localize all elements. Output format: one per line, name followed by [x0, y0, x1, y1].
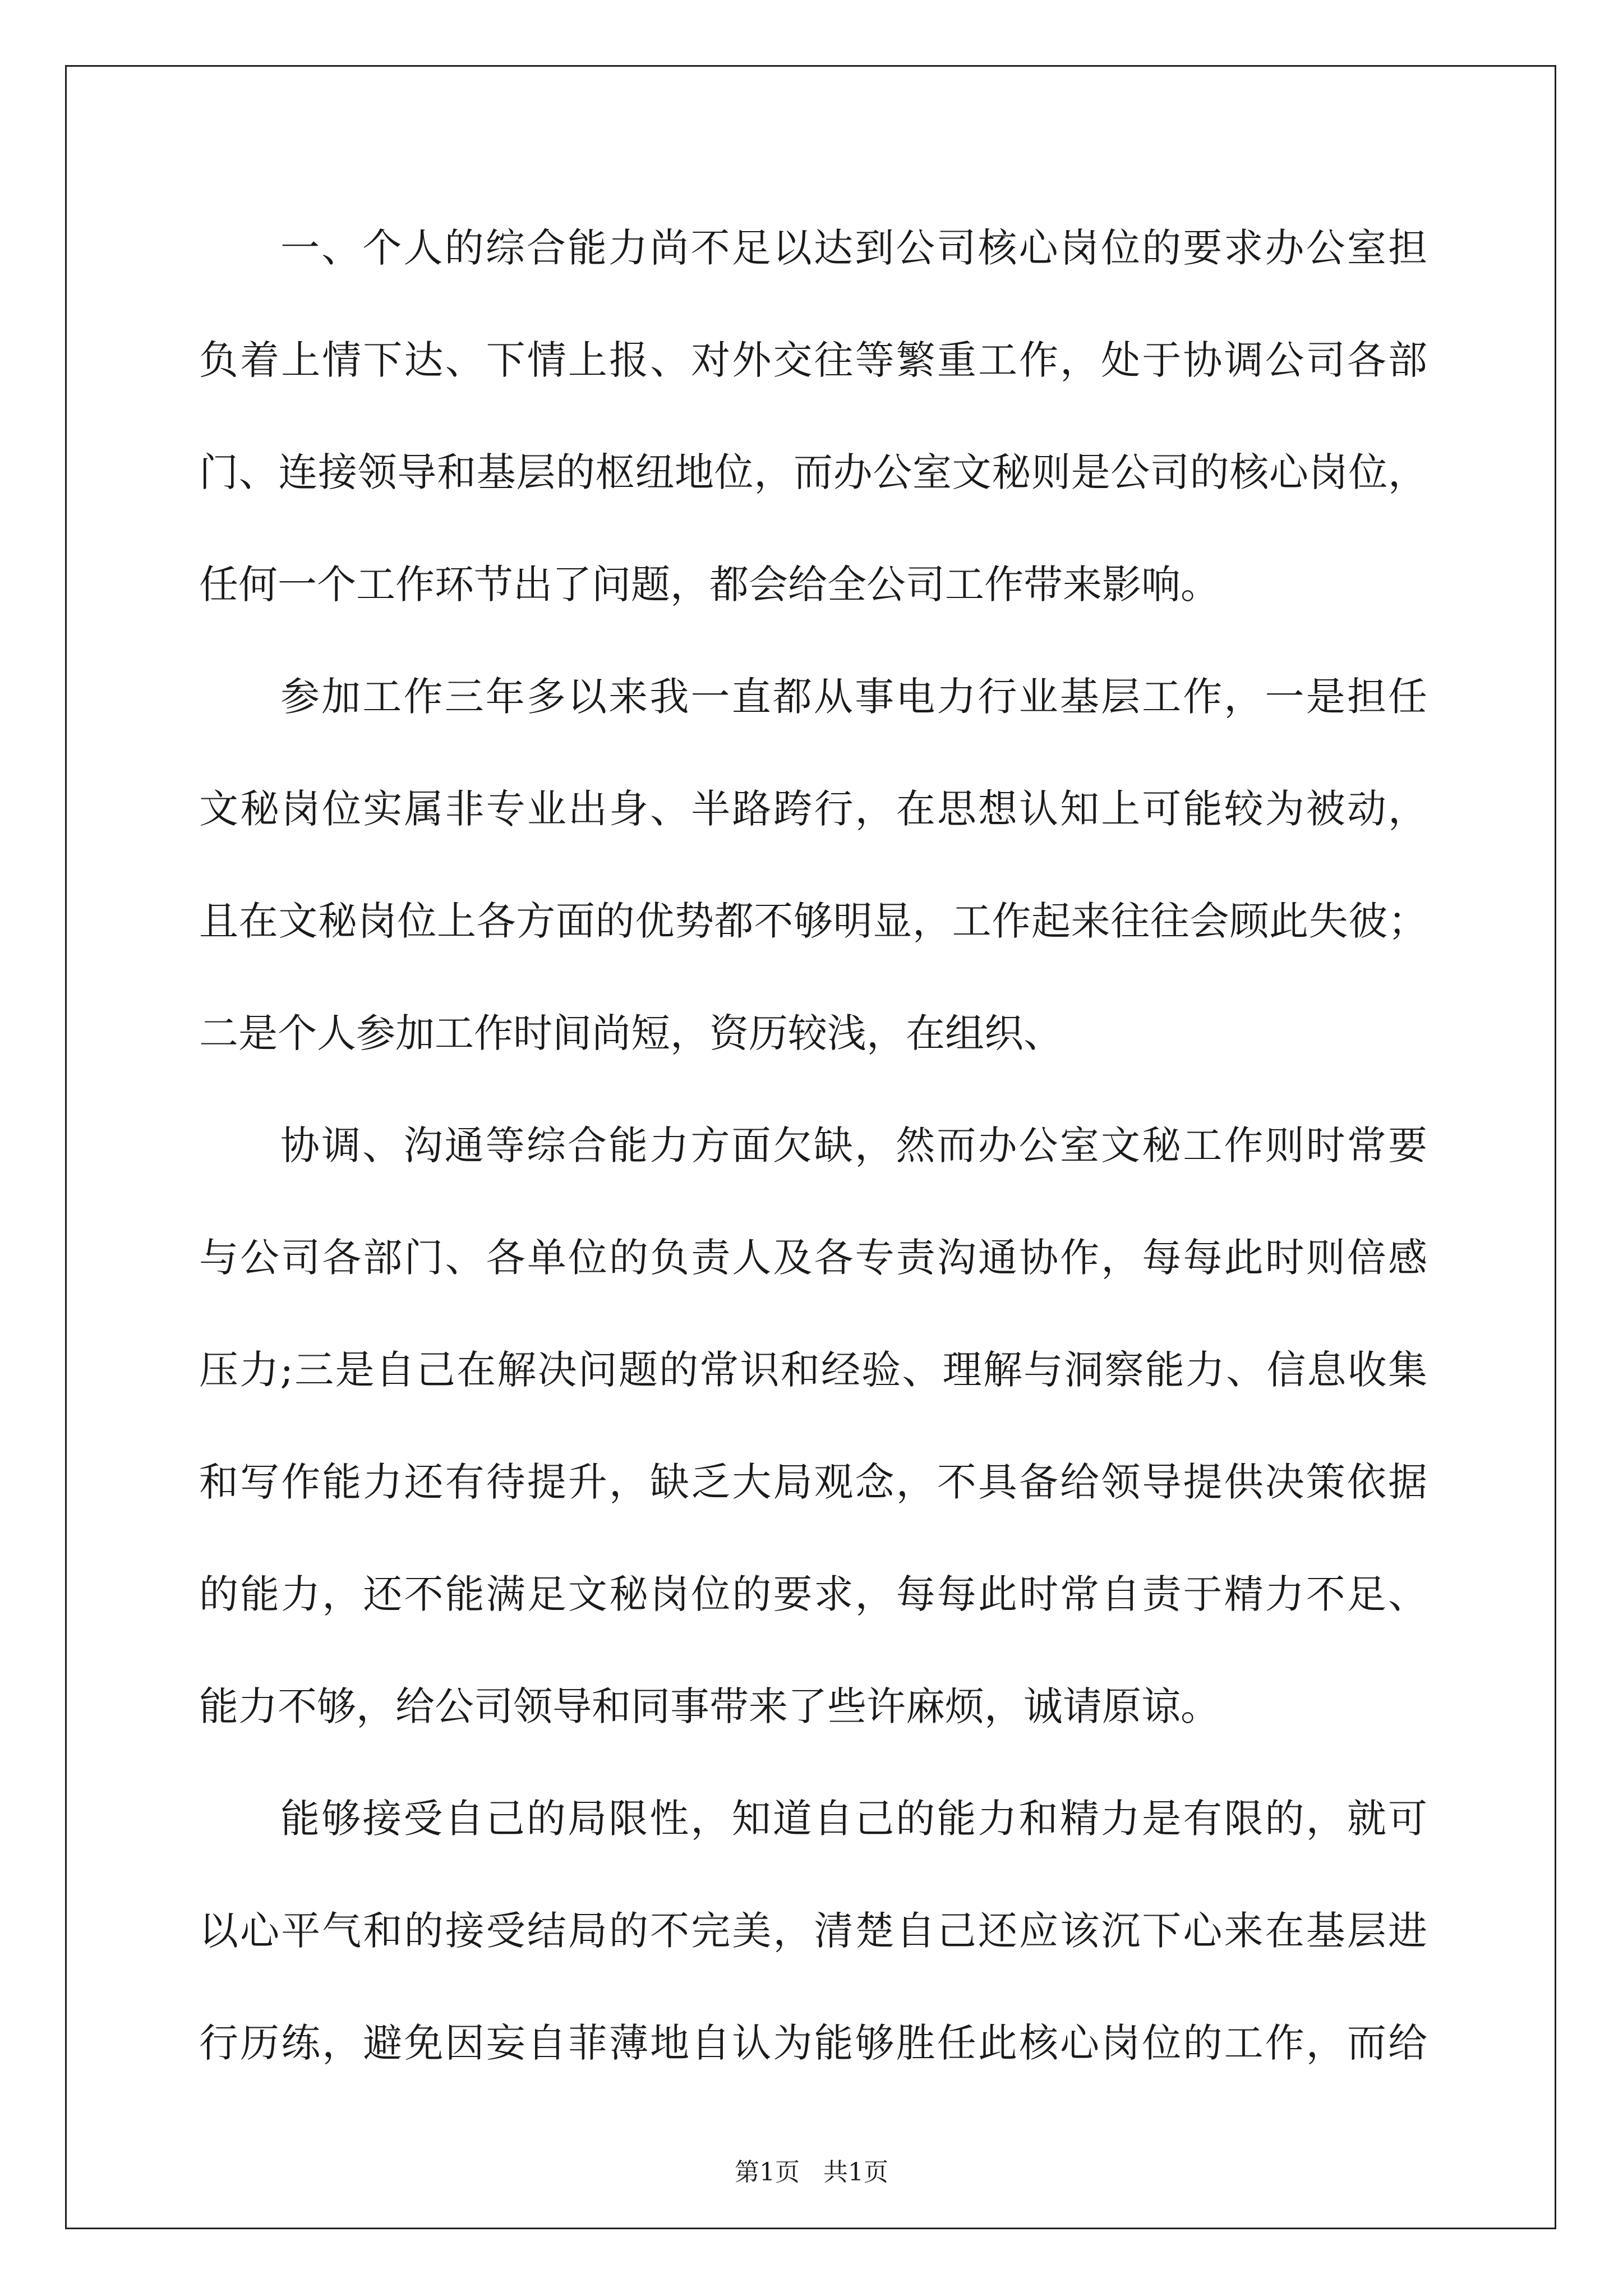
text-line: 二是个人参加工作时间尚短，资历较浅，在组织、: [199, 1010, 1063, 1056]
text-line: 任何一个工作环节出了问题，都会给全公司工作带来影响。: [199, 562, 1220, 608]
text-line: 和写作能力还有待提升，缺乏大局观念，不具备给领导提供决策依据: [199, 1459, 1427, 1505]
text-line: 且在文秘岗位上各方面的优势都不够明显，工作起来往往会顾此失彼；: [199, 898, 1427, 944]
text-line: 门、连接领导和基层的枢纽地位，而办公室文秘则是公司的核心岗位，: [199, 449, 1427, 495]
text-line: 的能力，还不能满足文秘岗位的要求，每每此时常自责于精力不足、: [199, 1571, 1427, 1617]
text-line: 协调、沟通等综合能力方面欠缺，然而办公室文秘工作则时常要: [280, 1122, 1427, 1168]
document-body: [199, 209, 1427, 2116]
text-line: 与公司各部门、各单位的负责人及各专责沟通协作，每每此时则倍感: [199, 1235, 1427, 1281]
text-line: 能力不够，给公司领导和同事带来了些许麻烦，诚请原谅。: [199, 1683, 1220, 1729]
text-line: 能够接受自己的局限性，知道自己的能力和精力是有限的，就可: [280, 1796, 1427, 1842]
text-line: 参加工作三年多以来我一直都从事电力行业基层工作，一是担任: [280, 674, 1427, 720]
page-footer: 第1页 共1页: [735, 2158, 888, 2187]
text-line: 压力;三是自己在解决问题的常识和经验、理解与洞察能力、信息收集: [199, 1347, 1427, 1393]
text-line: 负着上情下达、下情上报、对外交往等繁重工作，处于协调公司各部: [199, 337, 1427, 383]
text-line: 行历练，避免因妄自菲薄地自认为能够胜任此核心岗位的工作，而给: [199, 2020, 1427, 2066]
text-line: 文秘岗位实属非专业出身、半路跨行，在思想认知上可能较为被动，: [199, 786, 1427, 832]
text-line: 一、个人的综合能力尚不足以达到公司核心岗位的要求办公室担: [280, 225, 1427, 271]
text-line: 以心平气和的接受结局的不完美，清楚自己还应该沉下心来在基层进: [199, 1908, 1427, 1954]
